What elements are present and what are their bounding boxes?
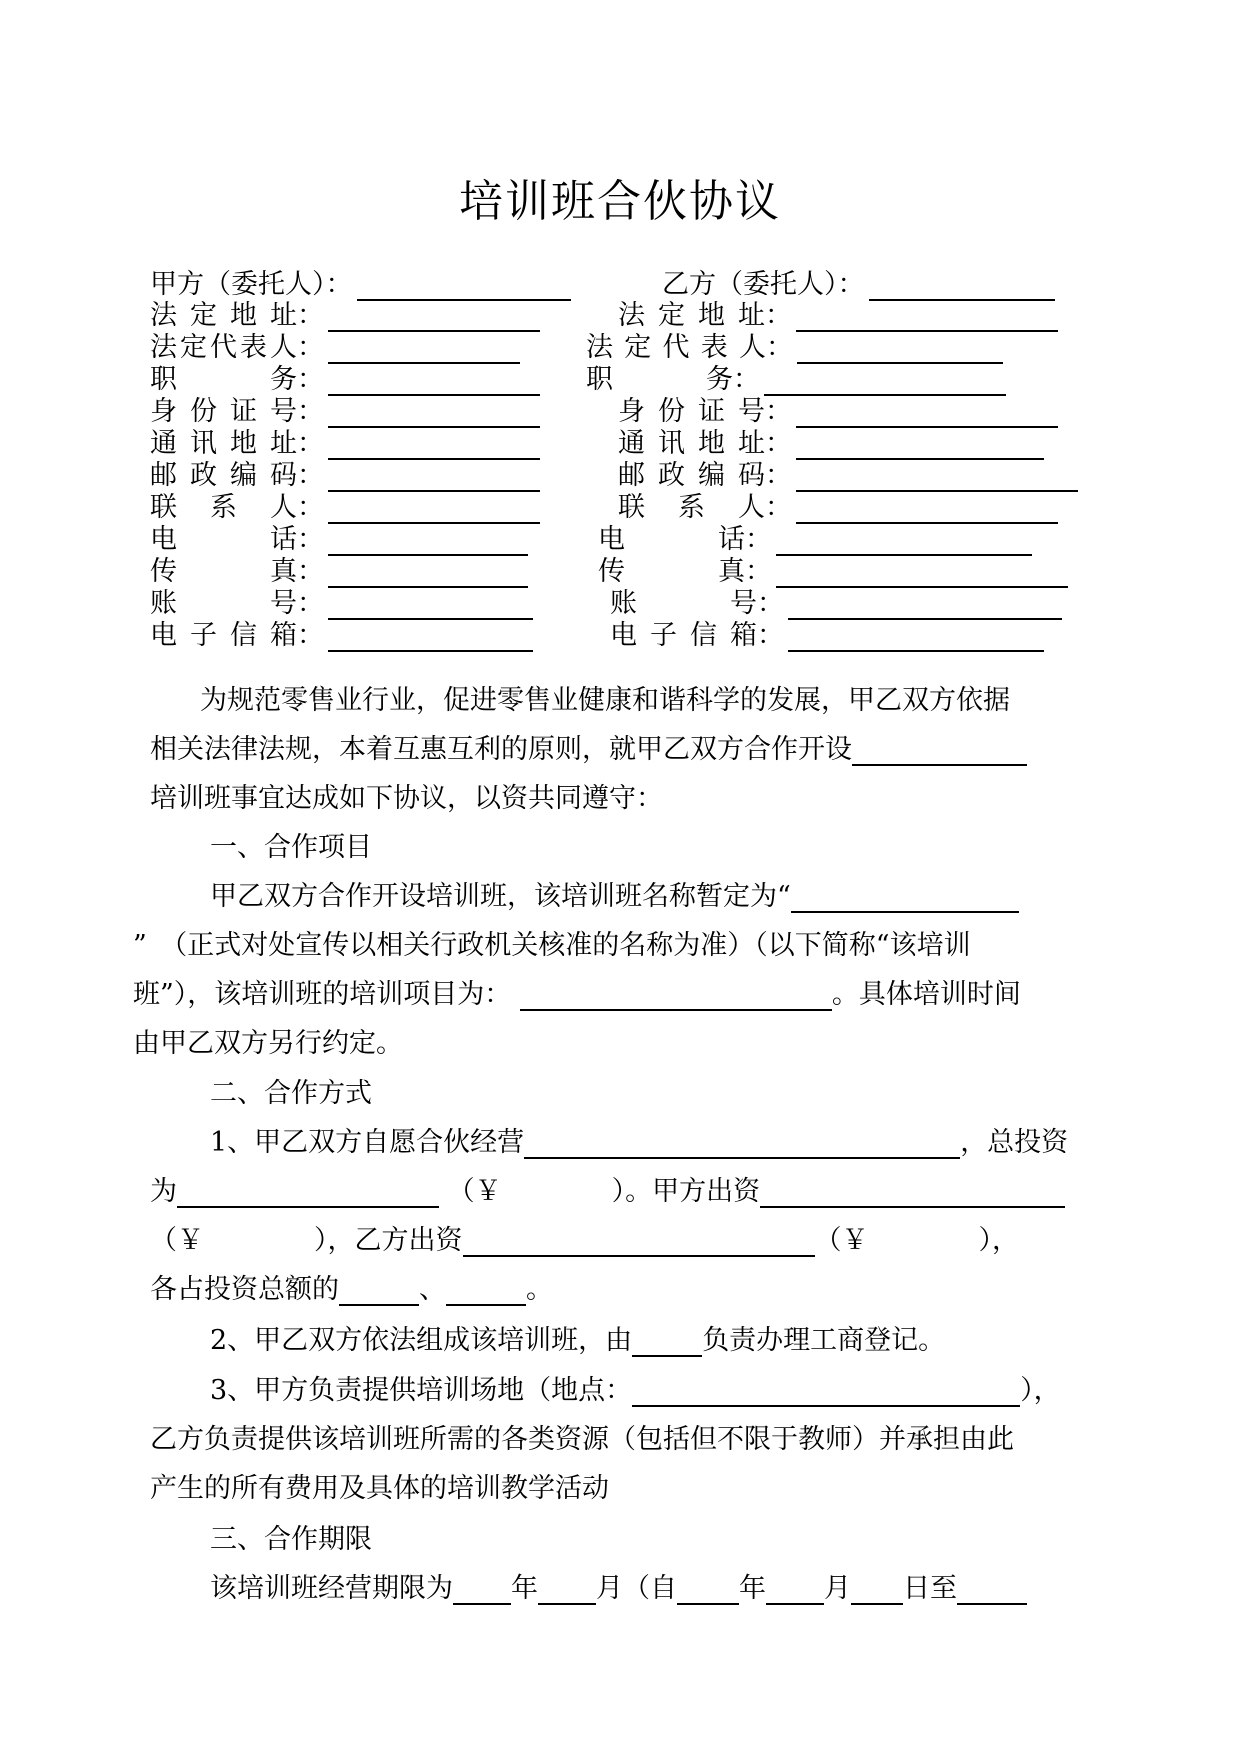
s2-p1-l4a: 各占投资总额的 [150,1274,339,1305]
party-a-label: 电子信箱 [150,620,297,651]
s2-p1-l3d: ）， [978,1225,1019,1256]
party-b-investment-field[interactable] [463,1227,815,1257]
s3-month-1: 月 [596,1573,623,1604]
s1-line-2: ” （正式对处宣传以相关行政机关核准的名称为准）（以下简称“该培训 [133,930,971,961]
party-row [150,453,1110,491]
party-b-label: 电子信箱 [610,620,757,651]
colon: ： [745,524,772,555]
s1-line-3b: 。具体培训时间 [831,979,1021,1010]
party-a-investment-field[interactable] [760,1178,1065,1208]
s2-p1-l1b: ，总投资 [960,1127,1069,1158]
party-a-label: 职务 [150,364,297,395]
colon: ： [745,556,772,587]
total-investment-field[interactable] [177,1178,439,1208]
s2-p1-line-1 [210,1120,1068,1159]
term-years-field[interactable] [453,1575,511,1605]
party-row [150,389,1110,427]
s2-p3-line-2: 乙方负责提供该培训班所需的各类资源（包括但不限于教师）并承担由此 [150,1424,1014,1455]
party-row [150,613,1110,651]
party-a-label: 联系人 [150,492,297,523]
colon: ： [766,332,793,363]
party-row [150,357,1110,395]
party-a-label: 法定地址 [150,300,297,331]
document-title: 培训班合伙协议 [459,176,781,227]
colon: ： [765,396,792,427]
party-a-label: 身份证号 [150,396,297,427]
colon: ： [297,588,324,619]
s3-line-1 [210,1566,1027,1605]
colon: ： [765,428,792,459]
party-a-label: 传真 [150,556,297,587]
party-a-label: 电话 [150,524,297,555]
training-project-field[interactable] [520,981,832,1011]
party-b-cell [610,613,1044,652]
party-row [150,549,1110,587]
s1-line-4: 由甲乙双方另行约定。 [133,1028,403,1059]
s2-p1-l3c: （￥ [814,1225,869,1256]
party-a-label: 法定代表人 [150,332,297,363]
s2-p1-l2c: ）。甲方出资 [611,1176,761,1207]
party-b-field[interactable] [788,624,1044,652]
colon: ： [297,492,324,523]
start-year-field[interactable] [677,1575,739,1605]
s3-from: （自 [623,1573,677,1604]
colon: ： [297,364,324,395]
colon: ： [765,492,792,523]
colon: ： [757,588,784,619]
colon: ： [765,460,792,491]
s3-month-2: 月 [824,1573,851,1604]
s1-line-1-text: 甲乙双方合作开设培训班，该培训班名称暂定为“ [210,881,791,912]
intro-line-2 [150,727,1027,766]
colon: ： [297,524,324,555]
party-a-header-label: 甲方（委托人）： [150,269,353,300]
intro-line-2-text: 相关法律法规，本着互惠互利的原则，就甲乙双方合作开设 [150,734,852,765]
s1-line-3a: 班”），该培训班的培训项目为： [133,979,512,1010]
party-b-label: 职务 [586,364,733,395]
s3-l1a: 该培训班经营期限为 [210,1573,453,1604]
party-b-label: 通讯地址 [618,428,765,459]
registrant-field[interactable] [632,1327,702,1357]
intro-line-3: 培训班事宜达成如下协议，以资共同遵守： [150,783,663,814]
party-row [150,517,1110,555]
s3-day-to: 日至 [903,1573,957,1604]
party-b-label: 邮政编码 [618,460,765,491]
s2-p1-l3b: ），乙方出资 [314,1225,463,1256]
s2-p1-l4b: 、 [419,1274,446,1305]
party-a-field[interactable] [328,624,533,652]
term-months-field[interactable] [538,1575,596,1605]
s2-p1-l3a: （￥ [150,1225,204,1256]
end-year-field[interactable] [957,1575,1027,1605]
section-1-heading: 一、合作项目 [210,832,372,863]
party-b-label: 联系人 [618,492,765,523]
colon: ： [297,428,324,459]
s2-p3-l1b: ）， [1020,1375,1061,1406]
s2-p3-line-1 [210,1368,1061,1407]
s2-p3-l1a: 3、甲方负责提供培训场地（地点： [210,1375,633,1406]
s2-p2b: 负责办理工商登记。 [702,1325,946,1356]
start-month-field[interactable] [766,1575,824,1605]
party-b-header-label: 乙方（委托人）： [662,269,865,300]
s2-p1-l4c: 。 [526,1274,553,1305]
colon: ： [297,620,324,651]
party-row [150,421,1110,459]
business-field[interactable] [524,1129,960,1159]
training-name-field[interactable] [791,883,1019,913]
start-day-field[interactable] [851,1575,903,1605]
venue-field[interactable] [632,1377,1020,1407]
party-a-label: 邮政编码 [150,460,297,491]
s1-line-1 [210,874,1019,913]
s2-p1-l2b: （￥ [447,1176,502,1207]
s2-p1-line-4 [150,1267,553,1306]
party-b-label: 账号 [610,588,757,619]
section-2-heading: 二、合作方式 [210,1078,372,1109]
colon: ： [297,300,324,331]
intro-line-1: 为规范零售业行业，促进零售业健康和谐科学的发展，甲乙双方依据 [200,685,1010,716]
party-b-label: 身份证号 [618,396,765,427]
s3-year-2: 年 [739,1573,766,1604]
colon: ： [757,620,784,651]
party-b-label: 法定代表人 [586,332,766,363]
party-row [150,581,1110,619]
party-a-label: 通讯地址 [150,428,297,459]
colon: ： [733,364,760,395]
s2-p1-l1a: 1、甲乙双方自愿合伙经营 [210,1127,525,1158]
party-a-cell [150,613,533,652]
colon: ： [297,556,324,587]
colon: ： [297,396,324,427]
course-name-field[interactable] [852,736,1027,766]
s2-p1-line-3 [150,1218,1019,1257]
party-row [150,293,1110,331]
s1-line-3 [133,972,1021,1011]
party-row [150,325,1110,363]
party-b-label: 法定地址 [618,300,765,331]
party-b-label: 传真 [598,556,745,587]
s3-year-1: 年 [511,1573,538,1604]
party-a-share-field[interactable] [339,1276,419,1306]
colon: ： [297,332,324,363]
colon: ： [297,460,324,491]
s2-p2 [210,1318,945,1357]
party-a-label: 账号 [150,588,297,619]
party-b-share-field[interactable] [446,1276,526,1306]
s2-p1-line-2 [150,1169,1065,1208]
colon: ： [765,300,792,331]
party-header-row [150,262,1110,300]
s2-p3-line-3: 产生的所有费用及具体的培训教学活动 [150,1473,609,1504]
party-row [150,485,1110,523]
party-b-label: 电话 [598,524,745,555]
s2-p2a: 2、甲乙双方依法组成该培训班，由 [210,1325,633,1356]
s2-p1-l2a: 为 [150,1176,177,1207]
section-3-heading: 三、合作期限 [210,1524,372,1555]
